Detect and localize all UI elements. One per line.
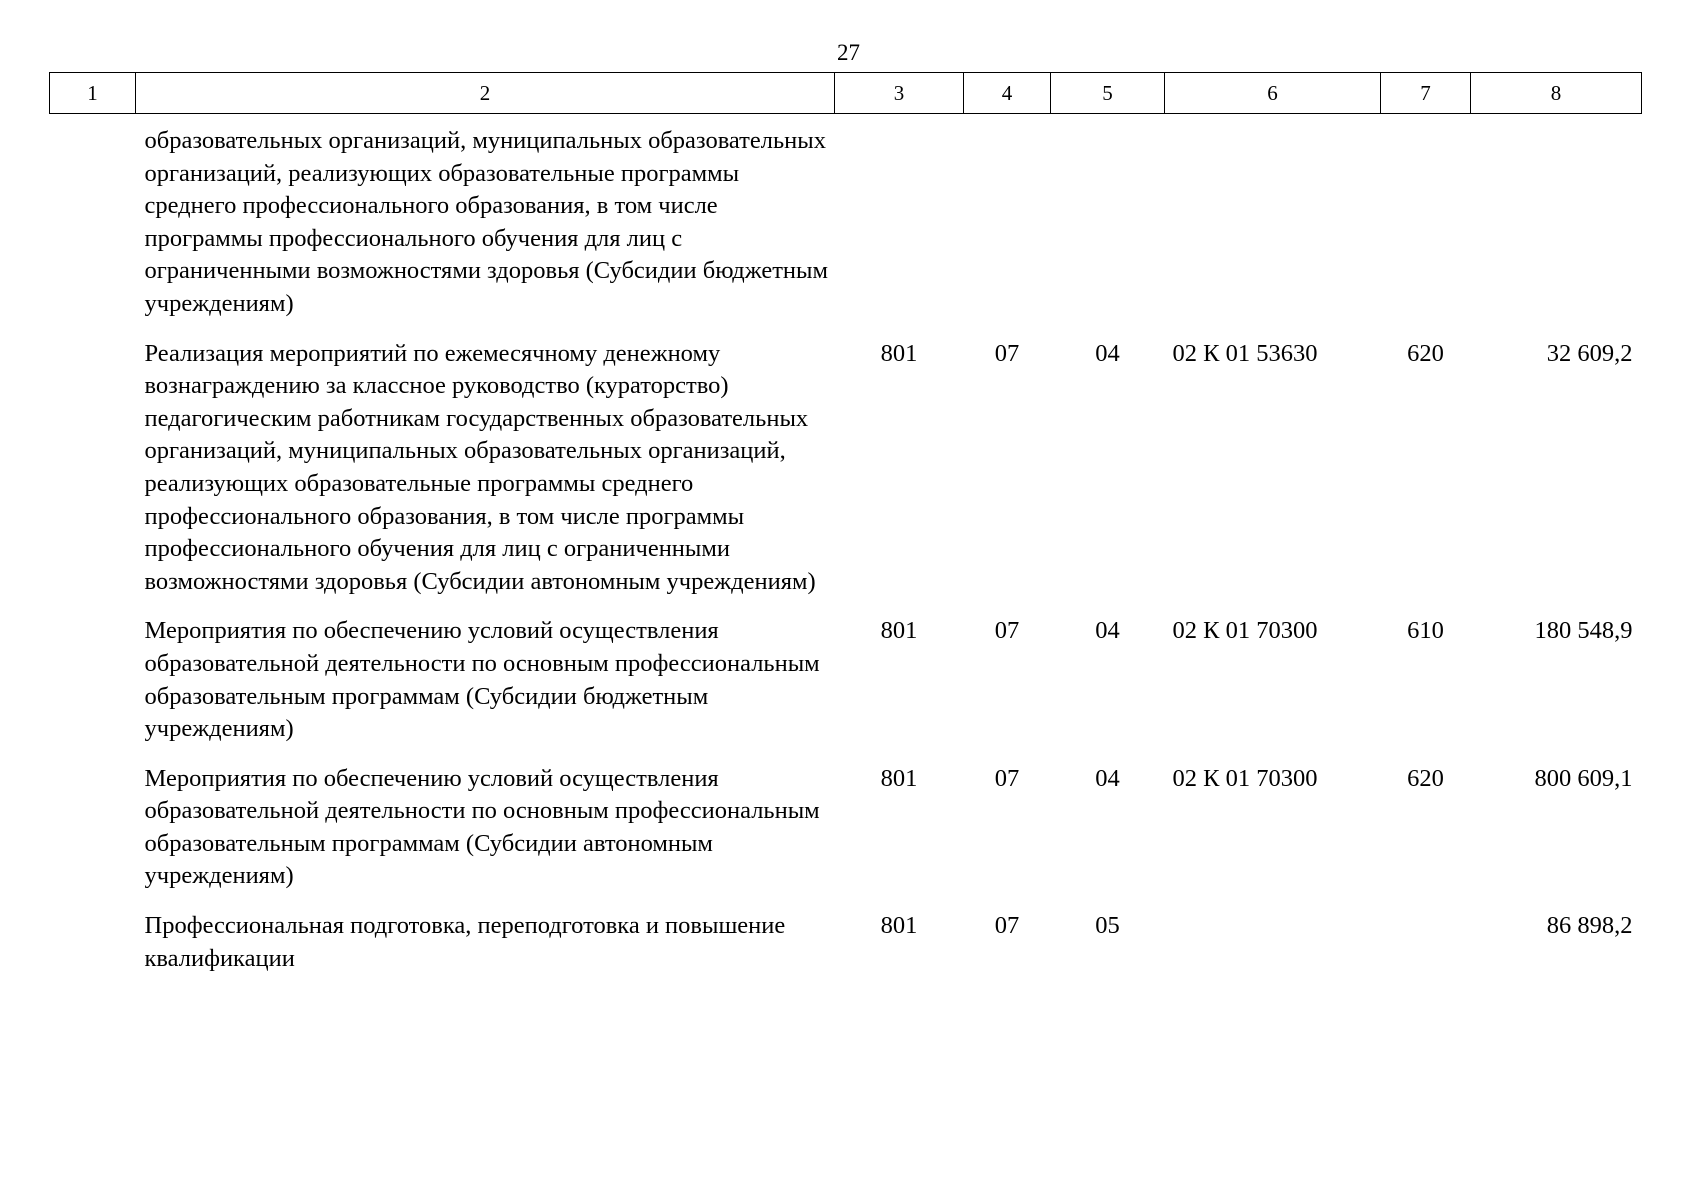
row-description: Профессиональная подготовка, переподготовка и повышение квалификации — [144, 912, 786, 972]
column-header-8: 8 — [1471, 73, 1642, 114]
cell-ministry-code: 801 — [880, 617, 918, 645]
column-header-3: 3 — [835, 73, 964, 114]
row-index-cell — [50, 114, 136, 321]
cell-section: 07 — [994, 339, 1020, 367]
column-header-4: 4 — [964, 73, 1051, 114]
table-row — [50, 598, 1642, 745]
column-header-1: 1 — [50, 73, 136, 114]
row-index-cell — [50, 746, 136, 893]
row-description: Мероприятия по обеспечению условий осуществления образовательной деятельности по основным профессиональным образовательным программам (Субсидии бюджетным учреждениям) — [144, 617, 820, 743]
cell-subsection: 04 — [1095, 339, 1120, 367]
row-index-cell — [50, 893, 136, 975]
table-row — [50, 893, 1642, 975]
table-row — [50, 746, 1642, 893]
row-description: Реализация мероприятий по ежемесячному денежному вознаграждению за классное руководство (кураторство) педагогическим работникам государственных образовательных организаций, муниципальных образовательных организаций, реализующих образовательные программы среднего профессионального образования, в том числе программы профессионального обучения для лиц с ограниченными возможностями здоровья (Субсидии автономным учреждениям) — [144, 339, 816, 595]
cell-amount: 800 609,1 — [1534, 764, 1633, 792]
cell-amount: 86 898,2 — [1546, 912, 1633, 940]
cell-section: 07 — [994, 912, 1020, 940]
cell-section — [964, 114, 1051, 321]
cell-amount: 32 609,2 — [1546, 339, 1633, 367]
column-header-5: 5 — [1051, 73, 1165, 114]
cell-amount — [1471, 114, 1642, 321]
cell-ministry-code: 801 — [880, 912, 918, 940]
cell-expense-type: 610 — [1407, 617, 1444, 645]
column-header-7: 7 — [1381, 73, 1471, 114]
cell-subsection — [1051, 114, 1165, 321]
cell-target-article — [1165, 114, 1381, 321]
cell-section: 07 — [994, 617, 1020, 645]
cell-subsection: 05 — [1095, 912, 1120, 940]
cell-subsection: 04 — [1095, 764, 1120, 792]
cell-target-article: 02 К 01 53630 — [1172, 339, 1318, 367]
budget-table — [49, 72, 1642, 975]
cell-subsection: 04 — [1095, 617, 1120, 645]
column-header-2: 2 — [136, 73, 835, 114]
table-row — [50, 114, 1642, 321]
cell-expense-type: 620 — [1407, 764, 1444, 792]
page-number: 27 — [837, 40, 860, 65]
cell-target-article: 02 К 01 70300 — [1172, 617, 1318, 645]
cell-amount: 180 548,9 — [1534, 617, 1633, 645]
cell-ministry-code: 801 — [880, 764, 918, 792]
cell-ministry-code: 801 — [880, 339, 918, 367]
column-header-6: 6 — [1165, 73, 1381, 114]
table-row — [50, 321, 1642, 599]
row-description: образовательных организаций, муниципальных образовательных организаций, реализующих образовательные программы среднего профессионального образования, в том числе программы профессионального обучения для лиц с ограниченными возможностями здоровья (Субсидии бюджетным учреждениям) — [144, 127, 828, 317]
cell-expense-type — [1381, 114, 1471, 321]
cell-section: 07 — [994, 764, 1020, 792]
row-description: Мероприятия по обеспечению условий осуществления образовательной деятельности по основным профессиональным образовательным программам (Субсидии автономным учреждениям) — [144, 764, 820, 890]
table-header — [50, 73, 1642, 114]
cell-target-article: 02 К 01 70300 — [1172, 764, 1318, 792]
row-index-cell — [50, 321, 136, 599]
cell-target-article — [1165, 893, 1381, 975]
cell-ministry-code — [835, 114, 964, 321]
cell-expense-type — [1381, 893, 1471, 975]
row-index-cell — [50, 598, 136, 745]
cell-expense-type: 620 — [1407, 339, 1444, 367]
